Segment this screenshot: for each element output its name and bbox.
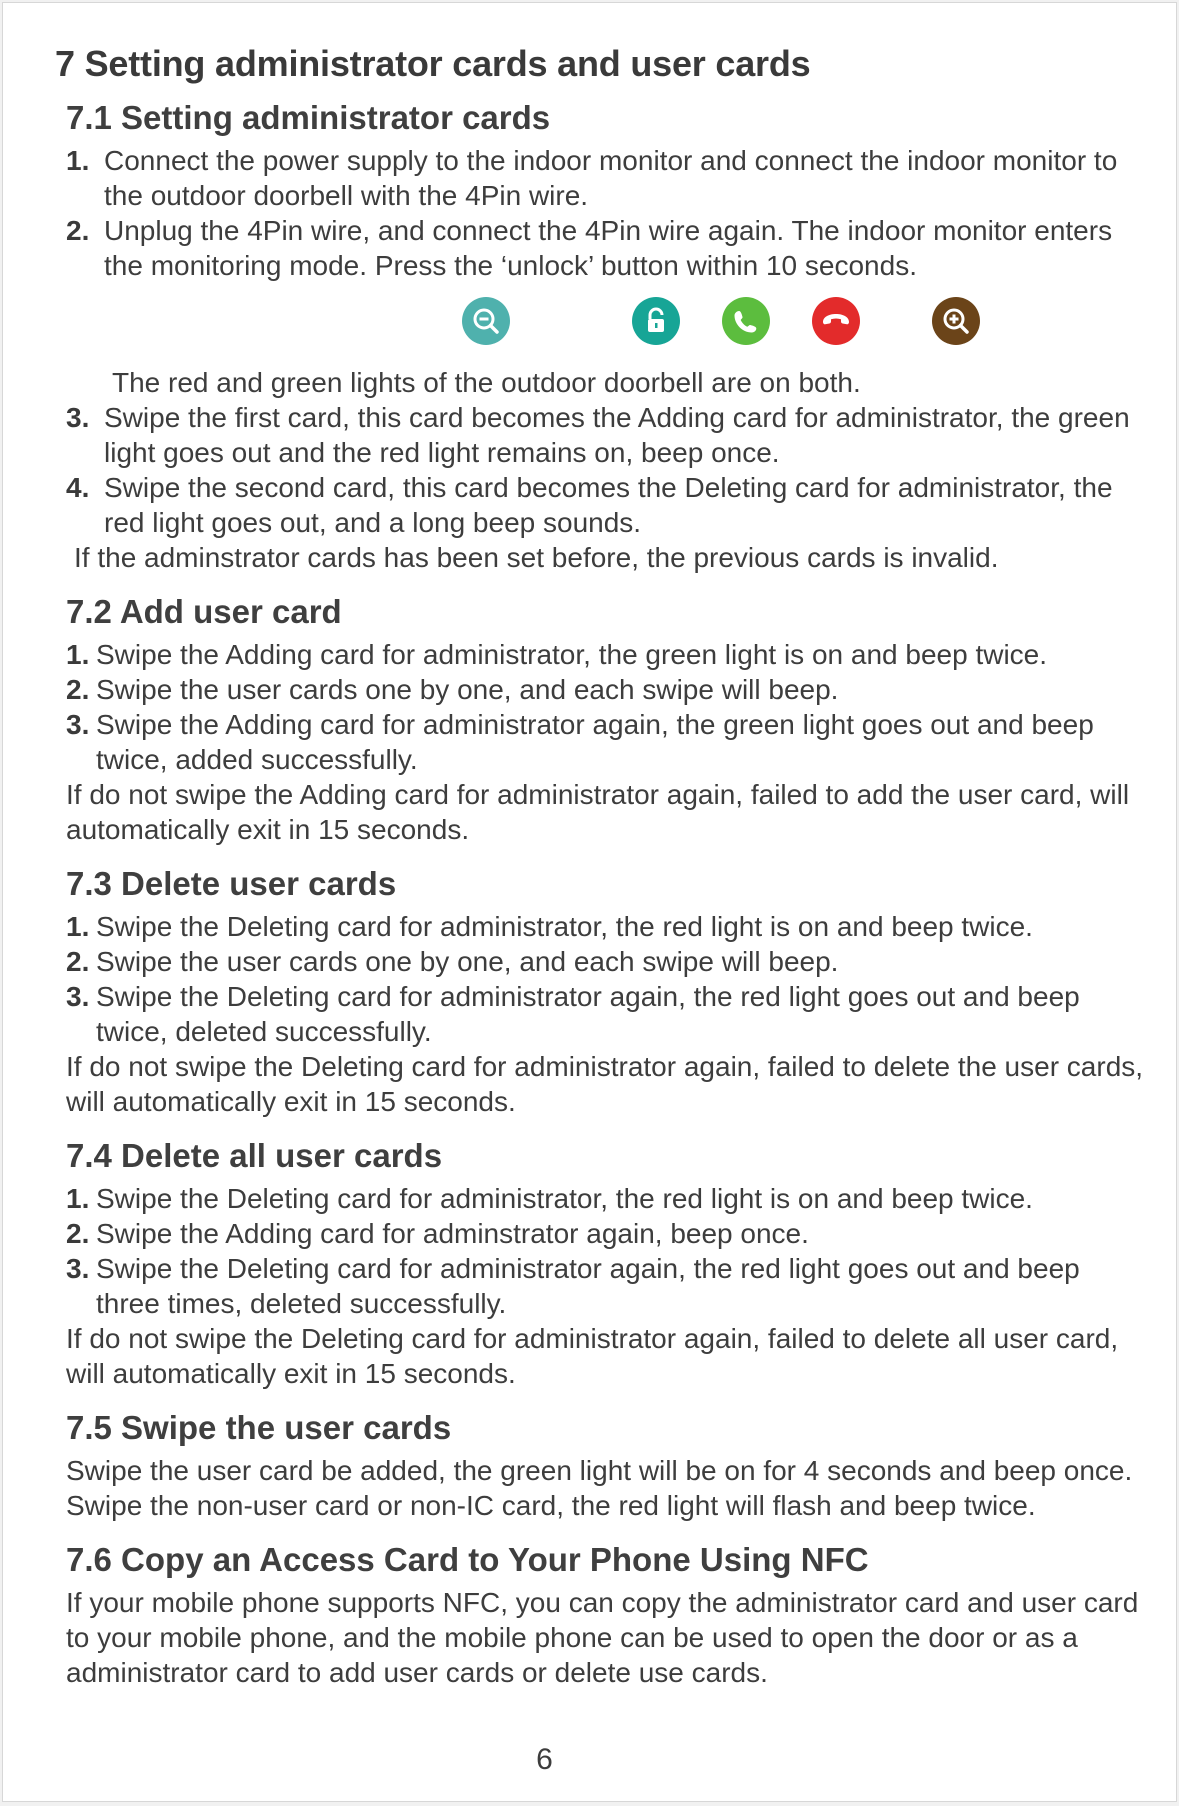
list-item [66,213,1145,283]
steps-list [66,143,1145,283]
step-text: Swipe the user cards one by one, and each swipe will beep. [96,674,839,705]
section-delete-all-user-cards [55,1137,1145,1391]
section-add-user-card [55,593,1145,847]
step-number: 1. [66,1183,90,1214]
steps-list [66,637,1145,777]
page-content [55,43,1145,1708]
step-text: Swipe the first card, this card becomes the Adding card for administrator, the green light goes out and the red light remains on, beep once. [104,402,1130,468]
section-heading: 7.1 Setting administrator cards [66,99,551,136]
step-number: 2. [66,946,90,977]
step-number: 4. [66,472,90,503]
unlock-icon [632,297,680,345]
list-item [66,979,1145,1049]
step-text: Swipe the second card, this card becomes the Deleting card for administrator, the red light goes out, and a long beep sounds. [104,472,1113,538]
step-text: Swipe the Deleting card for administrator, the red light is on and beep twice. [96,911,1033,942]
manual-page [2,2,1177,1802]
paragraph: If your mobile phone supports NFC, you can copy the administrator card and user card to your mobile phone, and the mobile phone can be used to open the door or as a administrator card to add user cards or delete use cards. [66,1587,1139,1688]
list-item [66,1251,1145,1321]
list-item [66,143,1145,213]
lights-status-text: The red and green lights of the outdoor doorbell are on both. [112,367,861,398]
section-heading: 7.5 Swipe the user cards [66,1409,452,1446]
step-number: 1. [66,911,90,942]
list-item [66,944,1145,979]
list-item [66,400,1145,470]
step-text: Swipe the user cards one by one, and each swipe will beep. [96,946,839,977]
step-number: 3. [66,1253,90,1284]
list-item [66,707,1145,777]
list-item [66,1216,1145,1251]
list-item [66,637,1145,672]
step-number: 2. [66,1218,90,1249]
section-heading: 7.3 Delete user cards [66,865,397,902]
step-text: Connect the power supply to the indoor monitor and connect the indoor monitor to the outdoor doorbell with the 4Pin wire. [104,145,1118,211]
section-delete-user-cards [55,865,1145,1119]
zoom-in-icon [932,297,980,345]
step-text: Swipe the Deleting card for administrator again, the red light goes out and beep three times, deleted successfully. [96,1253,1080,1319]
section-note: If do not swipe the Deleting card for administrator again, failed to delete the user cards, will automatically exit in 15 seconds. [66,1051,1144,1117]
step-text: Swipe the Deleting card for administrator, the red light is on and beep twice. [96,1183,1033,1214]
list-item [66,672,1145,707]
section-note: If the adminstrator cards has been set before, the previous cards is invalid. [74,542,999,573]
monitor-button-icons [66,287,1145,359]
paragraph: Swipe the non-user card or non-IC card, the red light will flash and beep twice. [66,1490,1036,1521]
section-heading: 7.2 Add user card [66,593,342,630]
section-note: If do not swipe the Adding card for administrator again, failed to add the user card, will automatically exit in 15 seconds. [66,779,1130,845]
step-number: 1. [66,145,90,176]
chapter-title: 7 Setting administrator cards and user cards [55,43,811,84]
page-number: 6 [536,1743,553,1776]
step-number: 2. [66,674,90,705]
section-copy-card-nfc [55,1541,1145,1690]
section-setting-admin-cards [55,99,1145,575]
step-text: Swipe the Adding card for administrator again, the green light goes out and beep twice, added successfully. [96,709,1094,775]
phone-hangup-icon [812,297,860,345]
section-note: If do not swipe the Deleting card for administrator again, failed to delete all user card, will automatically exit in 15 seconds. [66,1323,1119,1389]
step-number: 3. [66,709,90,740]
step-text: Swipe the Adding card for administrator, the green light is on and beep twice. [96,639,1048,670]
steps-list [66,400,1145,540]
list-item [66,909,1145,944]
section-heading: 7.4 Delete all user cards [66,1137,443,1174]
paragraph: Swipe the user card be added, the green light will be on for 4 seconds and beep once. [66,1455,1133,1486]
steps-list [66,909,1145,1049]
step-number: 1. [66,639,90,670]
section-swipe-user-cards [55,1409,1145,1523]
list-item [66,1181,1145,1216]
step-number: 3. [66,402,90,433]
step-text: Swipe the Adding card for adminstrator again, beep once. [96,1218,809,1249]
step-text: Unplug the 4Pin wire, and connect the 4Pin wire again. The indoor monitor enters the monitoring mode. Press the ‘unlock’ button within 10 seconds. [104,215,1113,281]
step-text: Swipe the Deleting card for administrator again, the red light goes out and beep twice, deleted successfully. [96,981,1080,1047]
list-item [66,470,1145,540]
phone-answer-icon [722,297,770,345]
step-number: 2. [66,215,90,246]
steps-list [66,1181,1145,1321]
step-number: 3. [66,981,90,1012]
zoom-out-icon [462,297,510,345]
section-heading: 7.6 Copy an Access Card to Your Phone Using NFC [66,1541,869,1578]
